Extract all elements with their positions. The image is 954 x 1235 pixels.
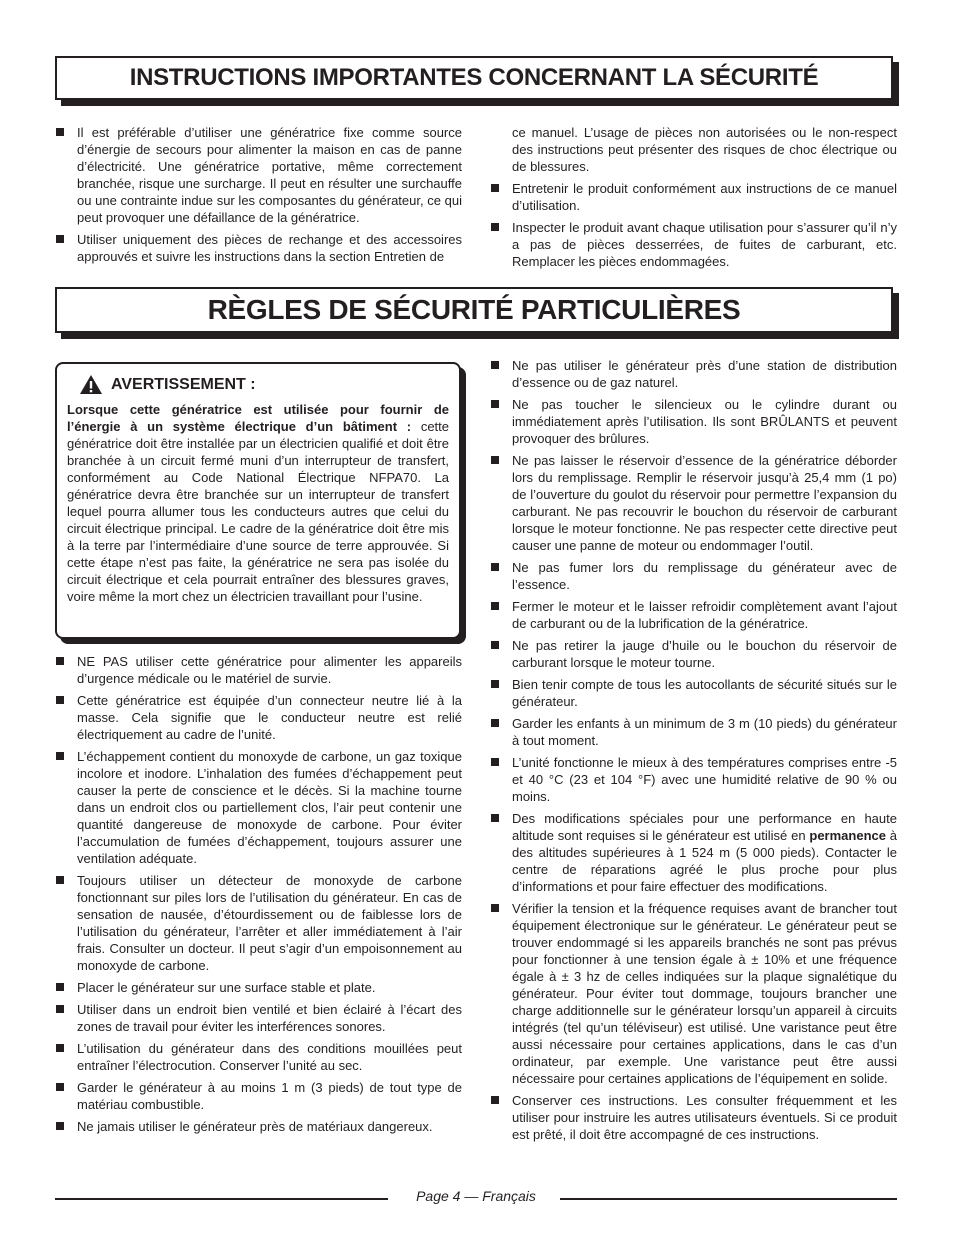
list-item bbox=[55, 124, 462, 226]
list-item bbox=[490, 900, 897, 1087]
warning-text: cette génératrice doit être installée par un électricien qualifié et doit être branchée à un circuit fermé muni d’un interrupteur de transfert, conformément au Code National Électrique NFPA70. La génératrice devra être branchée sur un interrupteur de transfert lequel pourra allumer tous les conducteurs autres que celui du circuit électrique principal. Le cadre de la génératrice doit être mis à la terre par l’intermédiaire d’une source de terre approuvée. Si cette étape n’est pas faite, la génératrice ne sera pas isolée du circuit électrique et cela pourrait entraîner des blessures graves, voire même la mort chez un électricien travaillant pour l’usine. bbox=[67, 419, 450, 604]
list-item bbox=[490, 396, 897, 447]
list-item bbox=[490, 357, 897, 391]
bullet-square-icon bbox=[491, 400, 499, 408]
section-title-specific-rules: RÈGLES DE SÉCURITÉ PARTICULIÈRES bbox=[55, 287, 893, 333]
list-item-text: Ne pas laisser le réservoir d’essence de la génératrice déborder lors du remplissage. Remplir le réservoir jusqu’à 25,4 mm (1 po) de l’ouverture du goulot du réservoir pour permettre l’expansion du carburant. Ne pas recouvrir le bouchon du réservoir de carburant lorsque le moteur fonctionne. Ne pas respecter cette directive peut causer une panne de moteur ou endommager l’outil. bbox=[512, 453, 897, 553]
bullet-square-icon bbox=[56, 1005, 64, 1013]
bullet-square-icon bbox=[491, 602, 499, 610]
list-item bbox=[490, 559, 897, 593]
list-item-text: L’unité fonctionne le mieux à des températures comprises entre -5 et 40 °C (23 et 104 °F) avec une humidité relative de 90 % ou moins. bbox=[512, 755, 897, 804]
list-item bbox=[55, 692, 462, 743]
list-item-text: Des modifications spéciales pour une performance en haute altitude sont requises si le générateur est utilisé en permanence à des altitudes supérieures à 1 524 m (5 000 pieds). Contacter le centre de réparations agréé le plus proche pour plus d’informations et pour faire effectuer des modifications. bbox=[512, 811, 898, 894]
list-item-text: Il est préférable d’utiliser une génératrice fixe comme source d’énergie de secours pour alimenter la maison en cas de panne d’électricité. Une génératrice portative, même correctement branchée, risque une surcharge. Il peut en résulter une surchauffe ou une contrainte indue sur les composantes du générateur, ce qui peut provoquer une défaillance de la génératrice. bbox=[77, 125, 462, 225]
warning-header bbox=[79, 374, 449, 395]
bullet-square-icon bbox=[56, 696, 64, 704]
list-item bbox=[55, 979, 462, 996]
list-item-text: Cette génératrice est équipée d’un connecteur neutre lié à la masse. Cela signifie que le conducteur neutre est relié électriquement au cadre de l’unité. bbox=[77, 693, 462, 742]
list-item bbox=[55, 1001, 462, 1035]
list-item bbox=[55, 1040, 462, 1074]
list-item-text: Bien tenir compte de tous les autocollants de sécurité situés sur le générateur. bbox=[512, 677, 897, 709]
list-item-text: Ne pas utiliser le générateur près d’une station de distribution d’essence ou de gaz naturel. bbox=[512, 358, 897, 390]
list-item-text: Fermer le moteur et le laisser refroidir complètement avant l’ajout de carburant ou de la lubrification de la génératrice. bbox=[512, 599, 897, 631]
bullet-square-icon bbox=[56, 128, 64, 136]
list-item-text: Ne jamais utiliser le générateur près de matériaux dangereux. bbox=[77, 1119, 433, 1134]
list-item bbox=[490, 1092, 897, 1143]
warning-bold-text: Lorsque cette génératrice est utilisée pour fournir de l’énergie à un système électrique d’un bâtiment : bbox=[67, 402, 449, 434]
list-item-text: Entretenir le produit conformément aux instructions de ce manuel d’utilisation. bbox=[512, 181, 897, 213]
list-item bbox=[490, 219, 897, 270]
warning-title: AVERTISSEMENT : bbox=[111, 376, 256, 393]
list-item bbox=[55, 653, 462, 687]
bullet-square-icon bbox=[491, 680, 499, 688]
list-item bbox=[490, 676, 897, 710]
list-item-text: Inspecter le produit avant chaque utilisation pour s’assurer qu’il n’y a pas de pièces desserrées, de fuites de carburant, etc. Remplacer les pièces endommagées. bbox=[512, 220, 897, 269]
list-item-text: L’échappement contient du monoxyde de carbone, un gaz toxique incolore et inodore. L’inhalation des fumées d’échappement peut causer la perte de conscience et le décès. Si la machine tourne dans un endroit clos ou partiellement clos, l’air peut contenir une quantité dangereuse de monoxyde de carbone. Pour éviter l’accumulation de fumées d’échappement, toujours assurer une ventilation adéquate. bbox=[77, 749, 462, 866]
list-item-text: Utiliser uniquement des pièces de rechange et des accessoires approuvés et suivre les instructions dans la section Entretien de bbox=[77, 232, 462, 264]
list-item-text: Ne pas retirer la jauge d’huile ou le bouchon du réservoir de carburant lorsque le moteur tourne. bbox=[512, 638, 897, 670]
bullet-square-icon bbox=[56, 1044, 64, 1052]
list-item-text: Toujours utiliser un détecteur de monoxyde de carbone fonctionnant sur piles lors de l’utilisation du générateur. En cas de sensation de nausée, d’étourdissement ou de faiblesse lors de l’utilisation du générateur, l’arrêter et aller immédiatement à l’air frais. Consulter un docteur. Il peut s’agir d’un empoisonnement au monoxyde de carbone. bbox=[77, 873, 462, 973]
bullet-square-icon bbox=[56, 876, 64, 884]
list-item bbox=[55, 231, 462, 265]
list-item bbox=[490, 180, 897, 214]
list-item bbox=[55, 1079, 462, 1113]
warning-box bbox=[55, 362, 461, 639]
list-item-text: Vérifier la tension et la fréquence requises avant de brancher tout équipement électronique sur le générateur. Le générateur peut se trouver endommagé si les appareils branchés ne sont pas prévus pour fonctionner à une tension égale à ± 10% et une fréquence égale à ± 3 hz de celles indiquées sur la plaque signalétique du générateur. Pour éviter tout dommage, toujours brancher une charge additionnelle sur le générateur lorsqu’un appareil à circuits intégrés (tel qu’un téléviseur) est utilisé. Une varistance peut être aussi nécessaire pour certaines applications, dans le cas d’un ordinateur, par exemple. Une varistance peut être aussi nécessaire pour certaines applications de l’équipement en solide. bbox=[512, 901, 897, 1086]
list-item bbox=[55, 1118, 462, 1135]
list-item-text: Garder les enfants à un minimum de 3 m (10 pieds) du générateur à tout moment. bbox=[512, 716, 897, 748]
list-item bbox=[490, 452, 897, 554]
bullet-square-icon bbox=[491, 641, 499, 649]
bullet-square-icon bbox=[491, 563, 499, 571]
warning-body bbox=[67, 401, 449, 605]
list-item-text: L’utilisation du générateur dans des conditions mouillées peut entraîner l’électrocution. Conserver l’unité au sec. bbox=[77, 1041, 462, 1073]
section-title-important-instructions: INSTRUCTIONS IMPORTANTES CONCERNANT LA SÉCURITÉ bbox=[55, 56, 893, 100]
bullet-square-icon bbox=[491, 456, 499, 464]
bullet-square-icon bbox=[56, 235, 64, 243]
list-item-text: Utiliser dans un endroit bien ventilé et bien éclairé à l’écart des zones de travail pour éviter les interférences sonores. bbox=[77, 1002, 462, 1034]
bullet-square-icon bbox=[56, 1122, 64, 1130]
bullet-square-icon bbox=[56, 752, 64, 760]
list-item bbox=[490, 754, 897, 805]
list-item bbox=[55, 872, 462, 974]
list-item bbox=[55, 748, 462, 867]
list-item-text: Conserver ces instructions. Les consulter fréquemment et les utiliser pour instruire les autres utilisateurs éventuels. Si ce produit est prêté, il doit être accompagné de ces instructions. bbox=[512, 1093, 897, 1142]
page-number: Page 4 — Français bbox=[416, 1188, 536, 1204]
top-right-column bbox=[490, 124, 897, 275]
bullet-square-icon bbox=[491, 758, 499, 766]
list-item bbox=[490, 715, 897, 749]
bullet-square-icon bbox=[56, 1083, 64, 1091]
list-item-text: Ne pas fumer lors du remplissage du générateur avec de l’essence. bbox=[512, 560, 897, 592]
bullet-square-icon bbox=[491, 184, 499, 192]
bullet-square-icon bbox=[491, 814, 499, 822]
bullet-square-icon bbox=[56, 657, 64, 665]
left-column bbox=[55, 653, 462, 1140]
bullet-square-icon bbox=[491, 223, 499, 231]
list-item-text: Garder le générateur à au moins 1 m (3 pieds) de tout type de matériau combustible. bbox=[77, 1080, 462, 1112]
warning-triangle-icon bbox=[79, 374, 103, 395]
list-item bbox=[490, 810, 897, 895]
list-item-text: NE PAS utiliser cette génératrice pour alimenter les appareils d’urgence médicale ou le matériel de survie. bbox=[77, 654, 462, 686]
bullet-square-icon bbox=[491, 1096, 499, 1104]
right-column bbox=[490, 357, 897, 1148]
continued-text: ce manuel. L’usage de pièces non autorisées ou le non-respect des instructions peut présenter des risques de choc électrique ou de blessures. bbox=[512, 125, 897, 174]
bullet-square-icon bbox=[491, 361, 499, 369]
bullet-square-icon bbox=[491, 719, 499, 727]
bullet-square-icon bbox=[491, 904, 499, 912]
bullet-square-icon bbox=[56, 983, 64, 991]
list-item bbox=[490, 637, 897, 671]
list-item-text: Ne pas toucher le silencieux ou le cylindre durant ou immédiatement après l’utilisation. Ils sont BRÛLANTS et peuvent provoquer des brûlures. bbox=[512, 397, 897, 446]
list-item-text: Placer le générateur sur une surface stable et plate. bbox=[77, 980, 376, 995]
list-item bbox=[490, 598, 897, 632]
page-footer bbox=[55, 1188, 897, 1208]
top-left-column bbox=[55, 124, 462, 270]
